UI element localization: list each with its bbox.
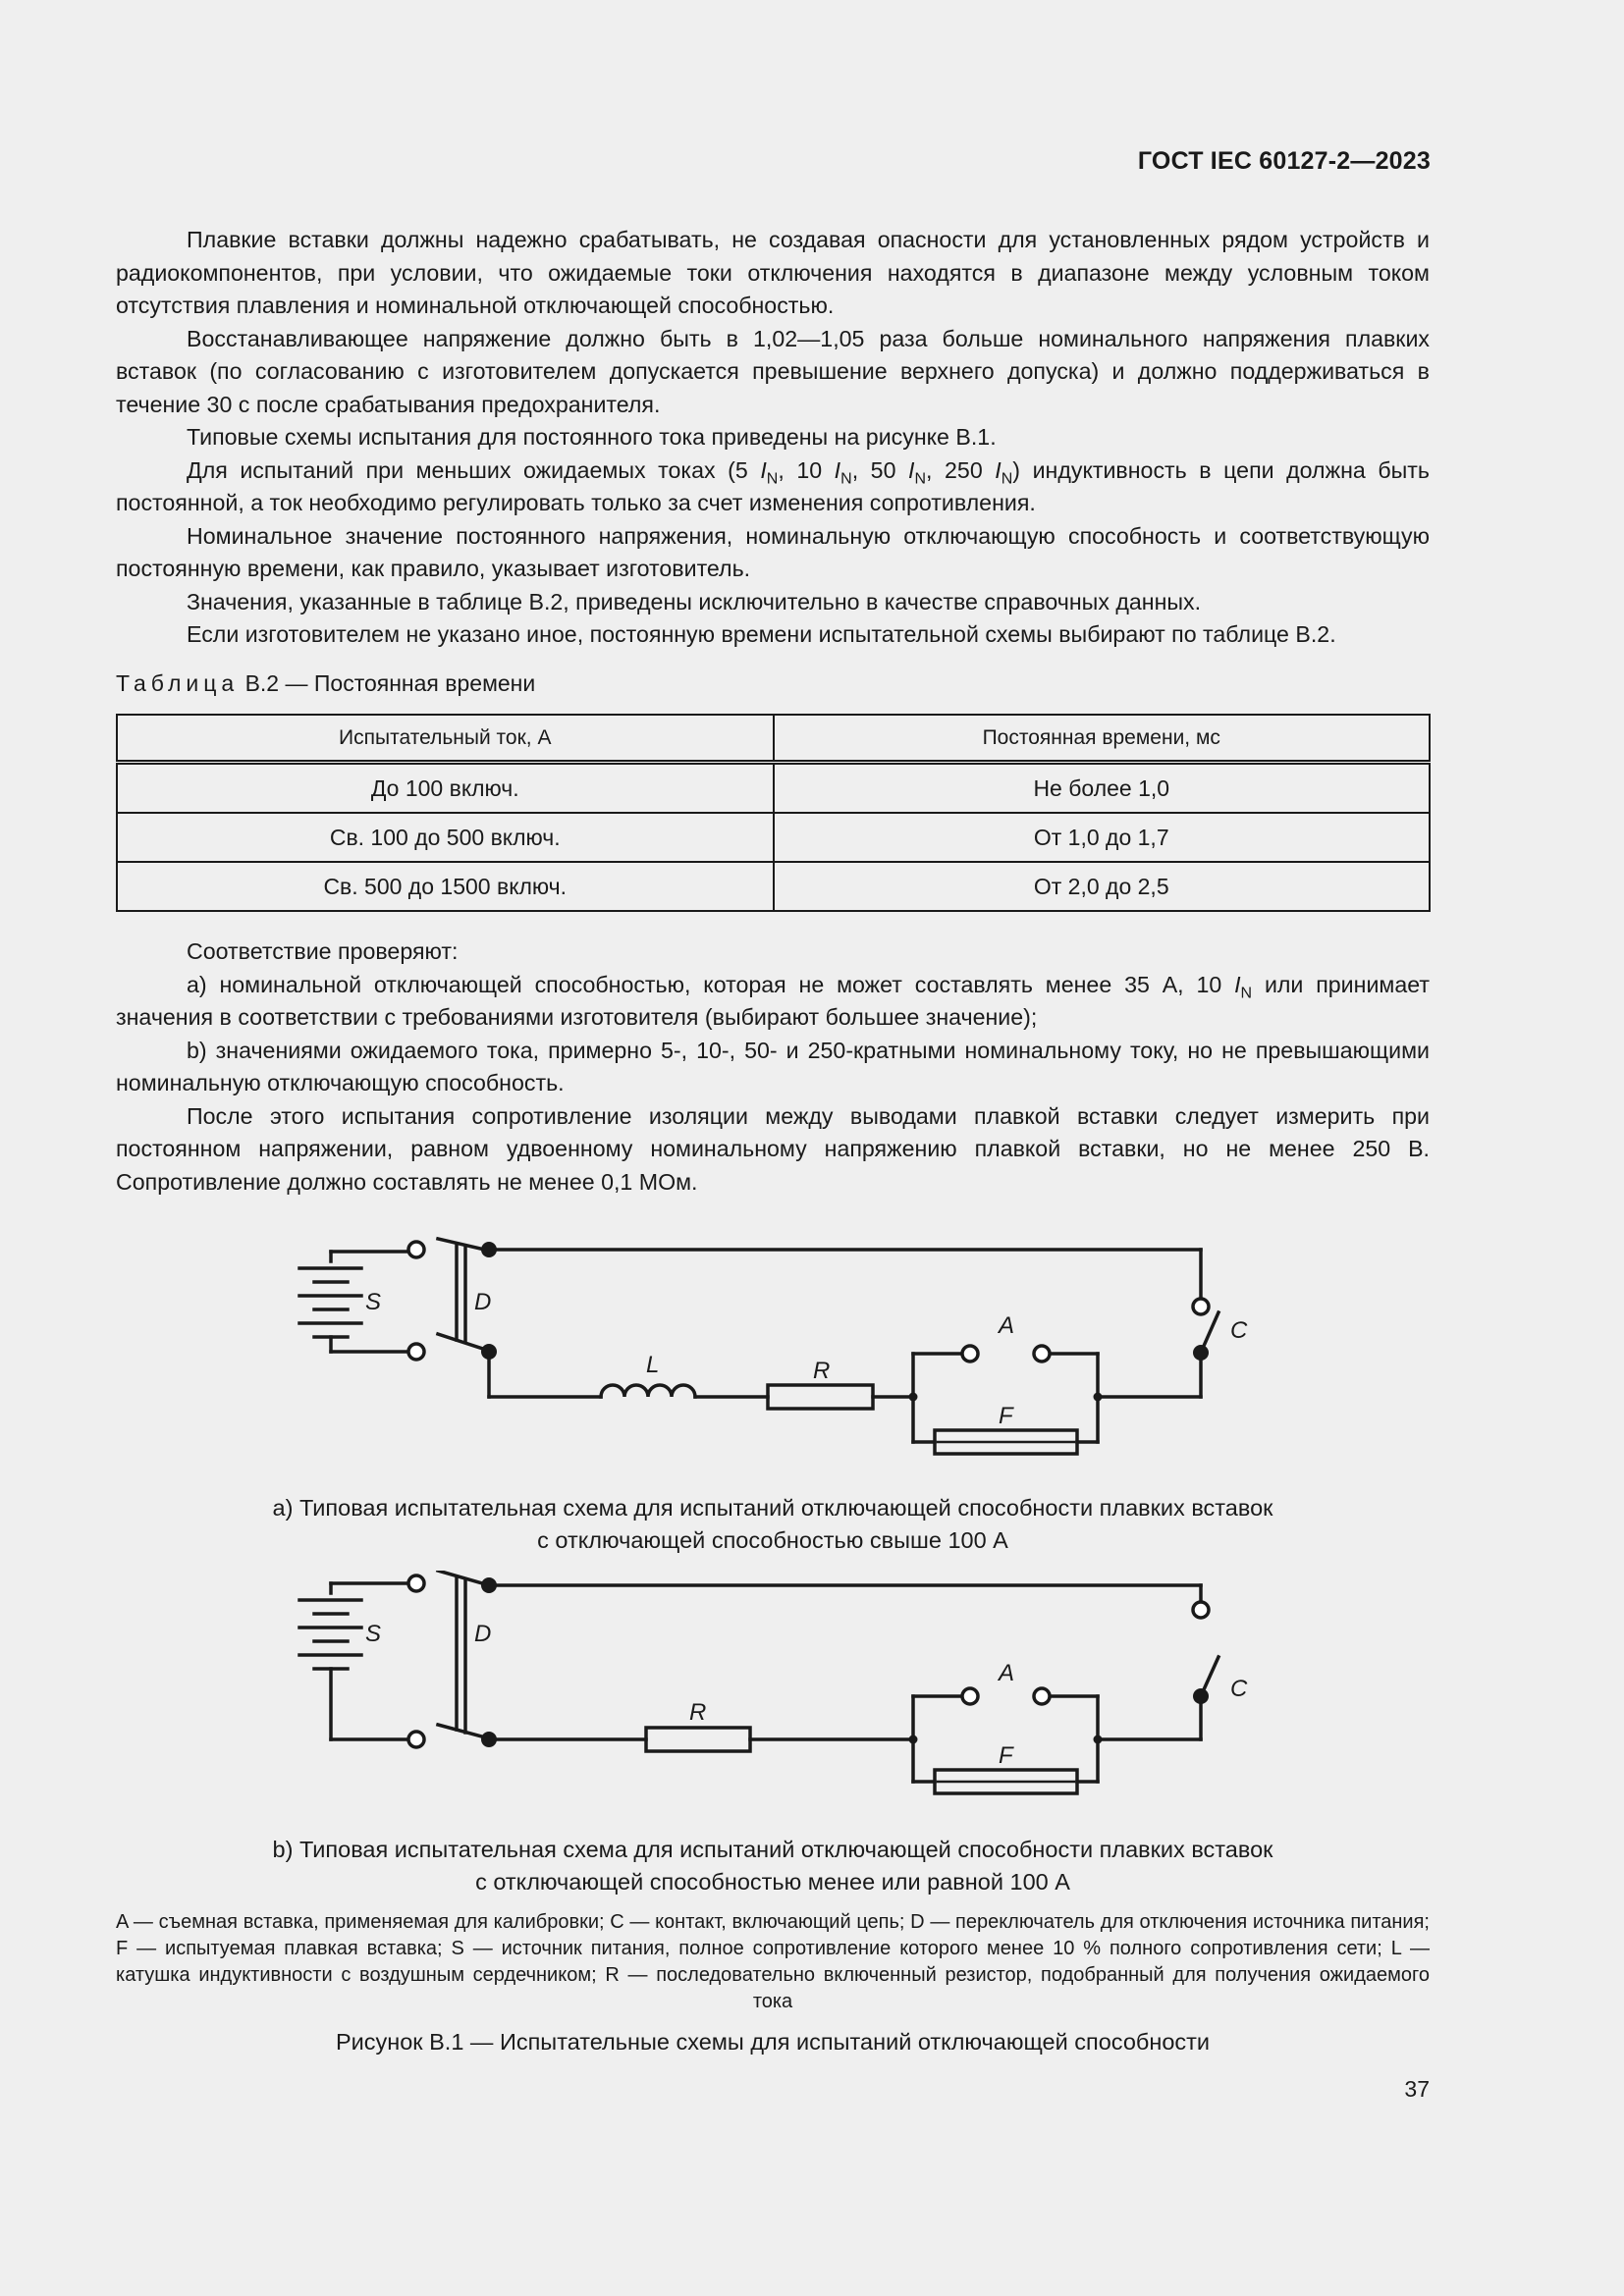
label-s: S <box>365 1621 382 1647</box>
circuit-diagram-a <box>0 1217 1624 1472</box>
table-row <box>117 763 1430 814</box>
switch-d-icon <box>438 1571 492 1738</box>
circuit-diagram-b <box>0 1571 1624 1806</box>
label-r: R <box>813 1358 831 1384</box>
table-cell: Не более 1,0 <box>774 763 1431 814</box>
paragraph: b) значениями ожидаемого тока, примерно 5-, 10-, 50- и 250-кратными номинальному току, но не превышающими номинальную отключающую способность. <box>116 1037 1430 1095</box>
page-number: 37 <box>1404 2076 1430 2102</box>
table-cell: Св. 500 до 1500 включ. <box>117 862 774 911</box>
paragraph: Номинальное значение постоянного напряжения, номинальную отключающую способность и соответствующую постоянную времени, как правило, указывает изготовитель. <box>116 522 1430 581</box>
label-s: S <box>365 1289 382 1315</box>
time-constant-table <box>116 714 1431 912</box>
label-a: A <box>999 1312 1015 1339</box>
paragraph: a) номинальной отключающей способностью, которая не может составлять менее 35 А, 10 $I_N$ или принимает значения в соответствии с требованиями изготовителя (выбирают большее значение); <box>116 971 1430 1030</box>
paragraph: Если изготовителем не указано иное, постоянную времени испытательной схемы выбирают по таблице B.2. <box>187 621 1336 647</box>
label-l: L <box>646 1352 660 1378</box>
label-c: C <box>1230 1317 1248 1344</box>
table-cell: От 1,0 до 1,7 <box>774 813 1431 862</box>
figure-title: Рисунок B.1 — Испытательные схемы для испытаний отключающей способности <box>335 2029 1211 2055</box>
figure-b-caption: b) Типовая испытательная схема для испытаний отключающей способности плавких вставок с отключающей способностью менее или равной 100 А <box>272 1837 1273 1895</box>
paragraph: Плавкие вставки должны надежно срабатывать, не создавая опасности для установленных рядом устройств и радиокомпонентов, при условии, что ожидаемые токи отключения находятся в диапазоне между условным током отсутствия плавления и номинальной отключающей способностью. <box>116 227 1430 318</box>
table-cell: Св. 100 до 500 включ. <box>117 813 774 862</box>
table-caption: Таблица B.2 — Постоянная времени <box>116 670 536 696</box>
paragraph: Для испытаний при меньших ожидаемых токах (5 $I_N$, 10 $I_N$, 50 $I_N$, 250 $I_N$) индуктивность в цепи должна быть постоянной, а ток необходимо регулировать только за счет изменения сопротивления. <box>116 456 1430 515</box>
label-d: D <box>474 1289 492 1315</box>
check-text <box>116 935 1430 1199</box>
label-a: A <box>999 1660 1015 1686</box>
label-d: D <box>474 1621 492 1647</box>
table-cell: От 2,0 до 2,5 <box>774 862 1431 911</box>
column-header: Постоянная времени, мс <box>774 715 1431 763</box>
label-r: R <box>689 1699 707 1726</box>
label-f: F <box>999 1742 1013 1769</box>
resistor-r-icon <box>768 1385 873 1409</box>
battery-icon <box>299 1583 416 1739</box>
paragraph: После этого испытания сопротивление изоляции между выводами плавкой вставки следует измерить при постоянном напряжении, равном удвоенному номинальному напряжению плавкой вставки, но не менее 250 В. Сопротивление должно составлять не менее 0,1 МОм. <box>116 1102 1430 1195</box>
paragraph: Типовые схемы испытания для постоянного тока приведены на рисунке B.1. <box>187 424 997 450</box>
table-cell: До 100 включ. <box>117 763 774 814</box>
standard-header: ГОСТ IEC 60127-2—2023 <box>1137 147 1431 175</box>
intro-text <box>116 224 1430 652</box>
label-c: C <box>1230 1676 1248 1702</box>
table-row <box>117 813 1430 862</box>
paragraph: Восстанавливающее напряжение должно быть в 1,02—1,05 раза больше номинального напряжения плавких вставок (по согласованию с изготовителем допускается превышение верхнего допуска) и должно поддерживаться в течение 30 с после срабатывания предохранителя. <box>116 325 1430 417</box>
paragraph: Соответствие проверяют: <box>187 938 459 964</box>
figure-legend: A — съемная вставка, применяемая для калибровки; C — контакт, включающий цепь; D — переключатель для отключения источника питания; F — испытуемая плавкая вставка; S — источник питания, полное сопротивление которого менее 10 % полного сопротивления сети; L — катушка индуктивности с воздушным сердечником; R — последовательно включенный резистор, подобранный для получения ожидаемого тока <box>116 1911 1430 2012</box>
table-row <box>117 862 1430 911</box>
paragraph: Значения, указанные в таблице B.2, приведены исключительно в качестве справочных данных. <box>187 588 1202 614</box>
battery-icon <box>299 1252 416 1352</box>
label-f: F <box>999 1403 1013 1429</box>
resistor-r-icon <box>646 1728 750 1751</box>
column-header: Испытательный ток, А <box>117 715 774 763</box>
figure-a-caption: a) Типовая испытательная схема для испытаний отключающей способности плавких вставок с отключающей способностью свыше 100 А <box>272 1495 1273 1553</box>
inductor-l-icon <box>601 1385 695 1397</box>
